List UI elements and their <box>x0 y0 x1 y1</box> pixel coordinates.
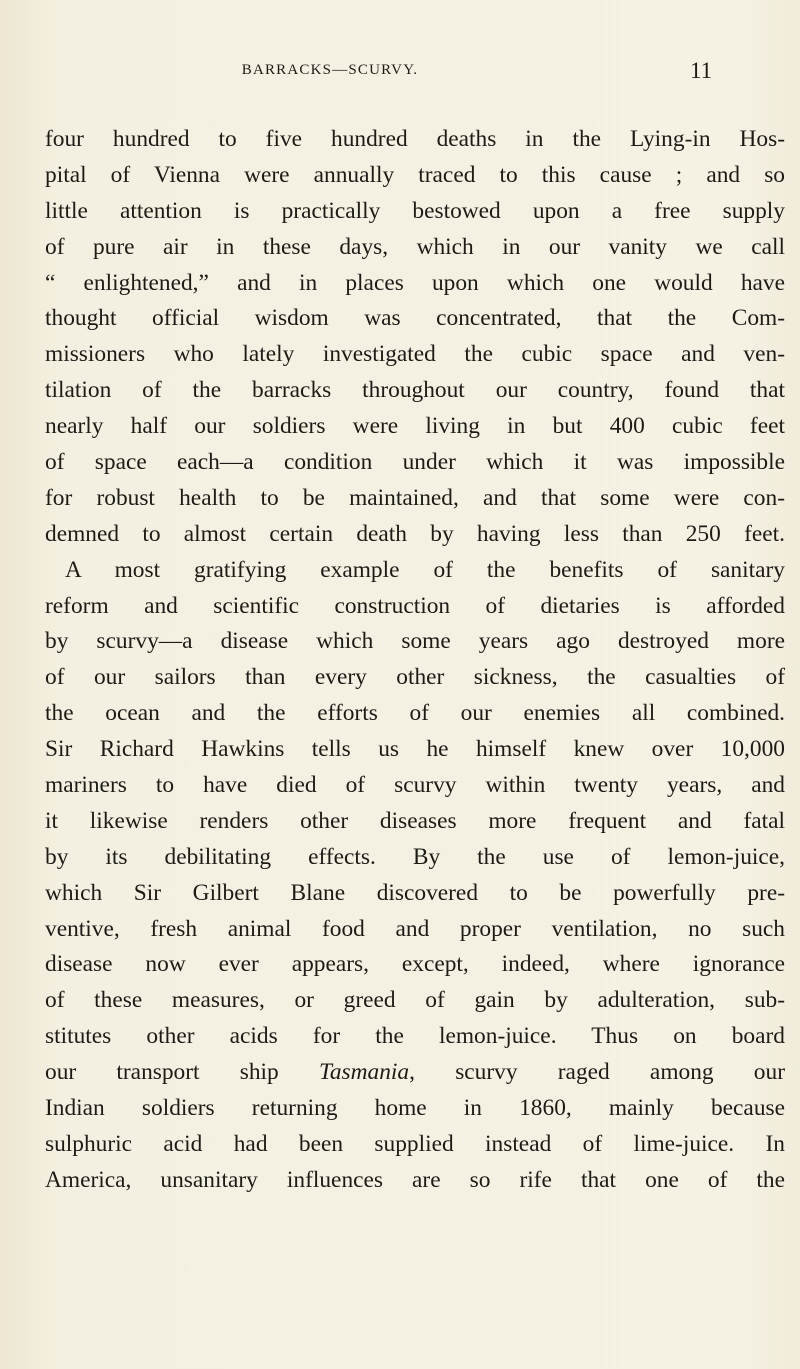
text-line: of our sailors than every other sickness, the casualties of <box>45 664 785 691</box>
text-line: thought official wisdom was concentrated, that the Com- <box>45 305 785 332</box>
text-line: of space each—a condition under which it was impossible <box>45 449 785 476</box>
text-line: America, unsanitary influences are so rife that one of the <box>45 1166 785 1193</box>
text-line: mariners to have died of scurvy within twenty years, and <box>45 772 785 799</box>
text-line: it likewise renders other diseases more frequent and fatal <box>45 807 785 834</box>
body-text <box>45 122 785 1199</box>
text-line: the ocean and the efforts of our enemies all combined. <box>45 700 785 727</box>
text-line-with-ship-name <box>45 1055 785 1091</box>
text-line: reform and scientific construction of dietaries is afforded <box>45 592 785 619</box>
text-line: demned to almost certain death by having less than 250 feet. <box>45 520 785 547</box>
text-line: pital of Vienna were annually traced to this cause ; and so <box>45 161 785 188</box>
text-line: four hundred to five hundred deaths in the Lying-in Hos- <box>45 126 785 152</box>
text-line: ventive, fresh animal food and proper ventilation, no such <box>45 915 785 942</box>
text-line: little attention is practically bestowed upon a free supply <box>45 197 785 224</box>
text-line: by its debilitating effects. By the use of lemon-juice, <box>45 843 785 870</box>
text-line: missioners who lately investigated the cubic space and ven- <box>45 341 785 368</box>
text-line: sulphuric acid had been supplied instead of lime-juice. In <box>45 1130 785 1157</box>
page-number: 11 <box>690 58 713 83</box>
text-line: nearly half our soldiers were living in but 400 cubic feet <box>45 413 785 440</box>
line-end: , scurvy raged among our <box>409 1059 785 1086</box>
text-line: which Sir Gilbert Blane discovered to be powerfully pre- <box>45 879 785 906</box>
text-line: tilation of the barracks throughout our country, found that <box>45 377 785 404</box>
paragraph-start-line: A most gratifying example of the benefits of sanitary <box>65 556 785 583</box>
running-title: BARRACKS—SCURVY. <box>241 62 419 78</box>
text-line: disease now ever appears, except, indeed, where ignorance <box>45 951 785 978</box>
text-line: by scurvy—a disease which some years ago destroyed more <box>45 628 785 655</box>
line-start: our transport ship <box>45 1059 319 1086</box>
running-head <box>0 58 800 92</box>
ship-name: Tasmania <box>318 1059 410 1086</box>
text-line: of these measures, or greed of gain by adulteration, sub- <box>45 987 785 1014</box>
text-line: for robust health to be maintained, and that some were con- <box>45 484 785 511</box>
text-line: “ enlightened,” and in places upon which one would have <box>45 269 785 296</box>
text-line: stitutes other acids for the lemon-juice. Thus on board <box>45 1023 785 1050</box>
text-line: Sir Richard Hawkins tells us he himself knew over 10,000 <box>45 736 785 763</box>
text-line: of pure air in these days, which in our vanity we call <box>45 233 785 260</box>
text-line: Indian soldiers returning home in 1860, mainly because <box>45 1095 785 1122</box>
